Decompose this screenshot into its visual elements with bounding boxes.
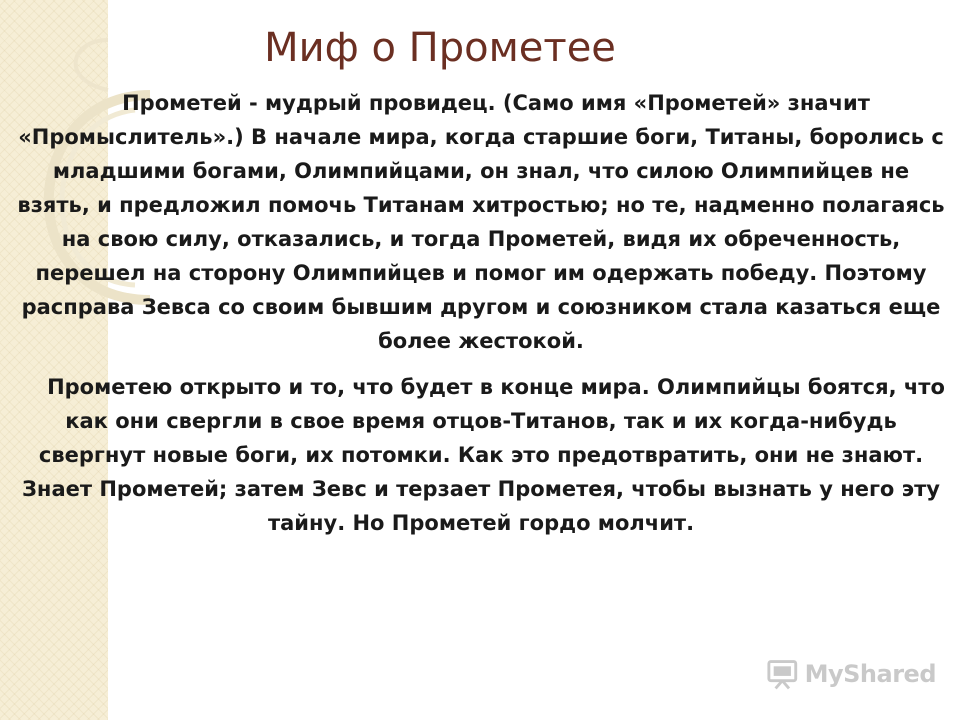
projector-screen-icon — [766, 657, 799, 691]
paragraph-1: Прометей - мудрый провидец. (Само имя «Прометей» значит «Промыслитель».) В начале мира, когда старшие боги, Титаны, боролись с младшими богами, Олимпийцами, он знал, что силою Олимпийцев не взять, и предложил помочь Титанам хитростью; но те, надменно полагаясь на свою силу, отказались, и тогда Прометей, видя их обреченность, перешел на сторону Олимпийцев и помог им одержать победу. Поэтому расправа Зевса со своим бывшим другом и союзником стала казаться еще более жестокой. — [17, 91, 945, 353]
watermark-text: MyShared — [804, 660, 936, 688]
slide-body — [14, 86, 948, 540]
myshared-watermark — [766, 654, 936, 694]
slide-title: Миф о Прометее — [264, 25, 616, 71]
paragraph-2: Прометею открыто и то, что будет в конце мира. Олимпийцы боятся, что как они свергли в свое время отцов-Титанов, так и их когда-нибудь свергнут новые боги, их потомки. Как это предотвратить, они не знают. Знает Прометей; затем Зевс и терзает Прометея, чтобы вызнать у него эту тайну. Но Прометей гордо молчит. — [22, 375, 945, 535]
